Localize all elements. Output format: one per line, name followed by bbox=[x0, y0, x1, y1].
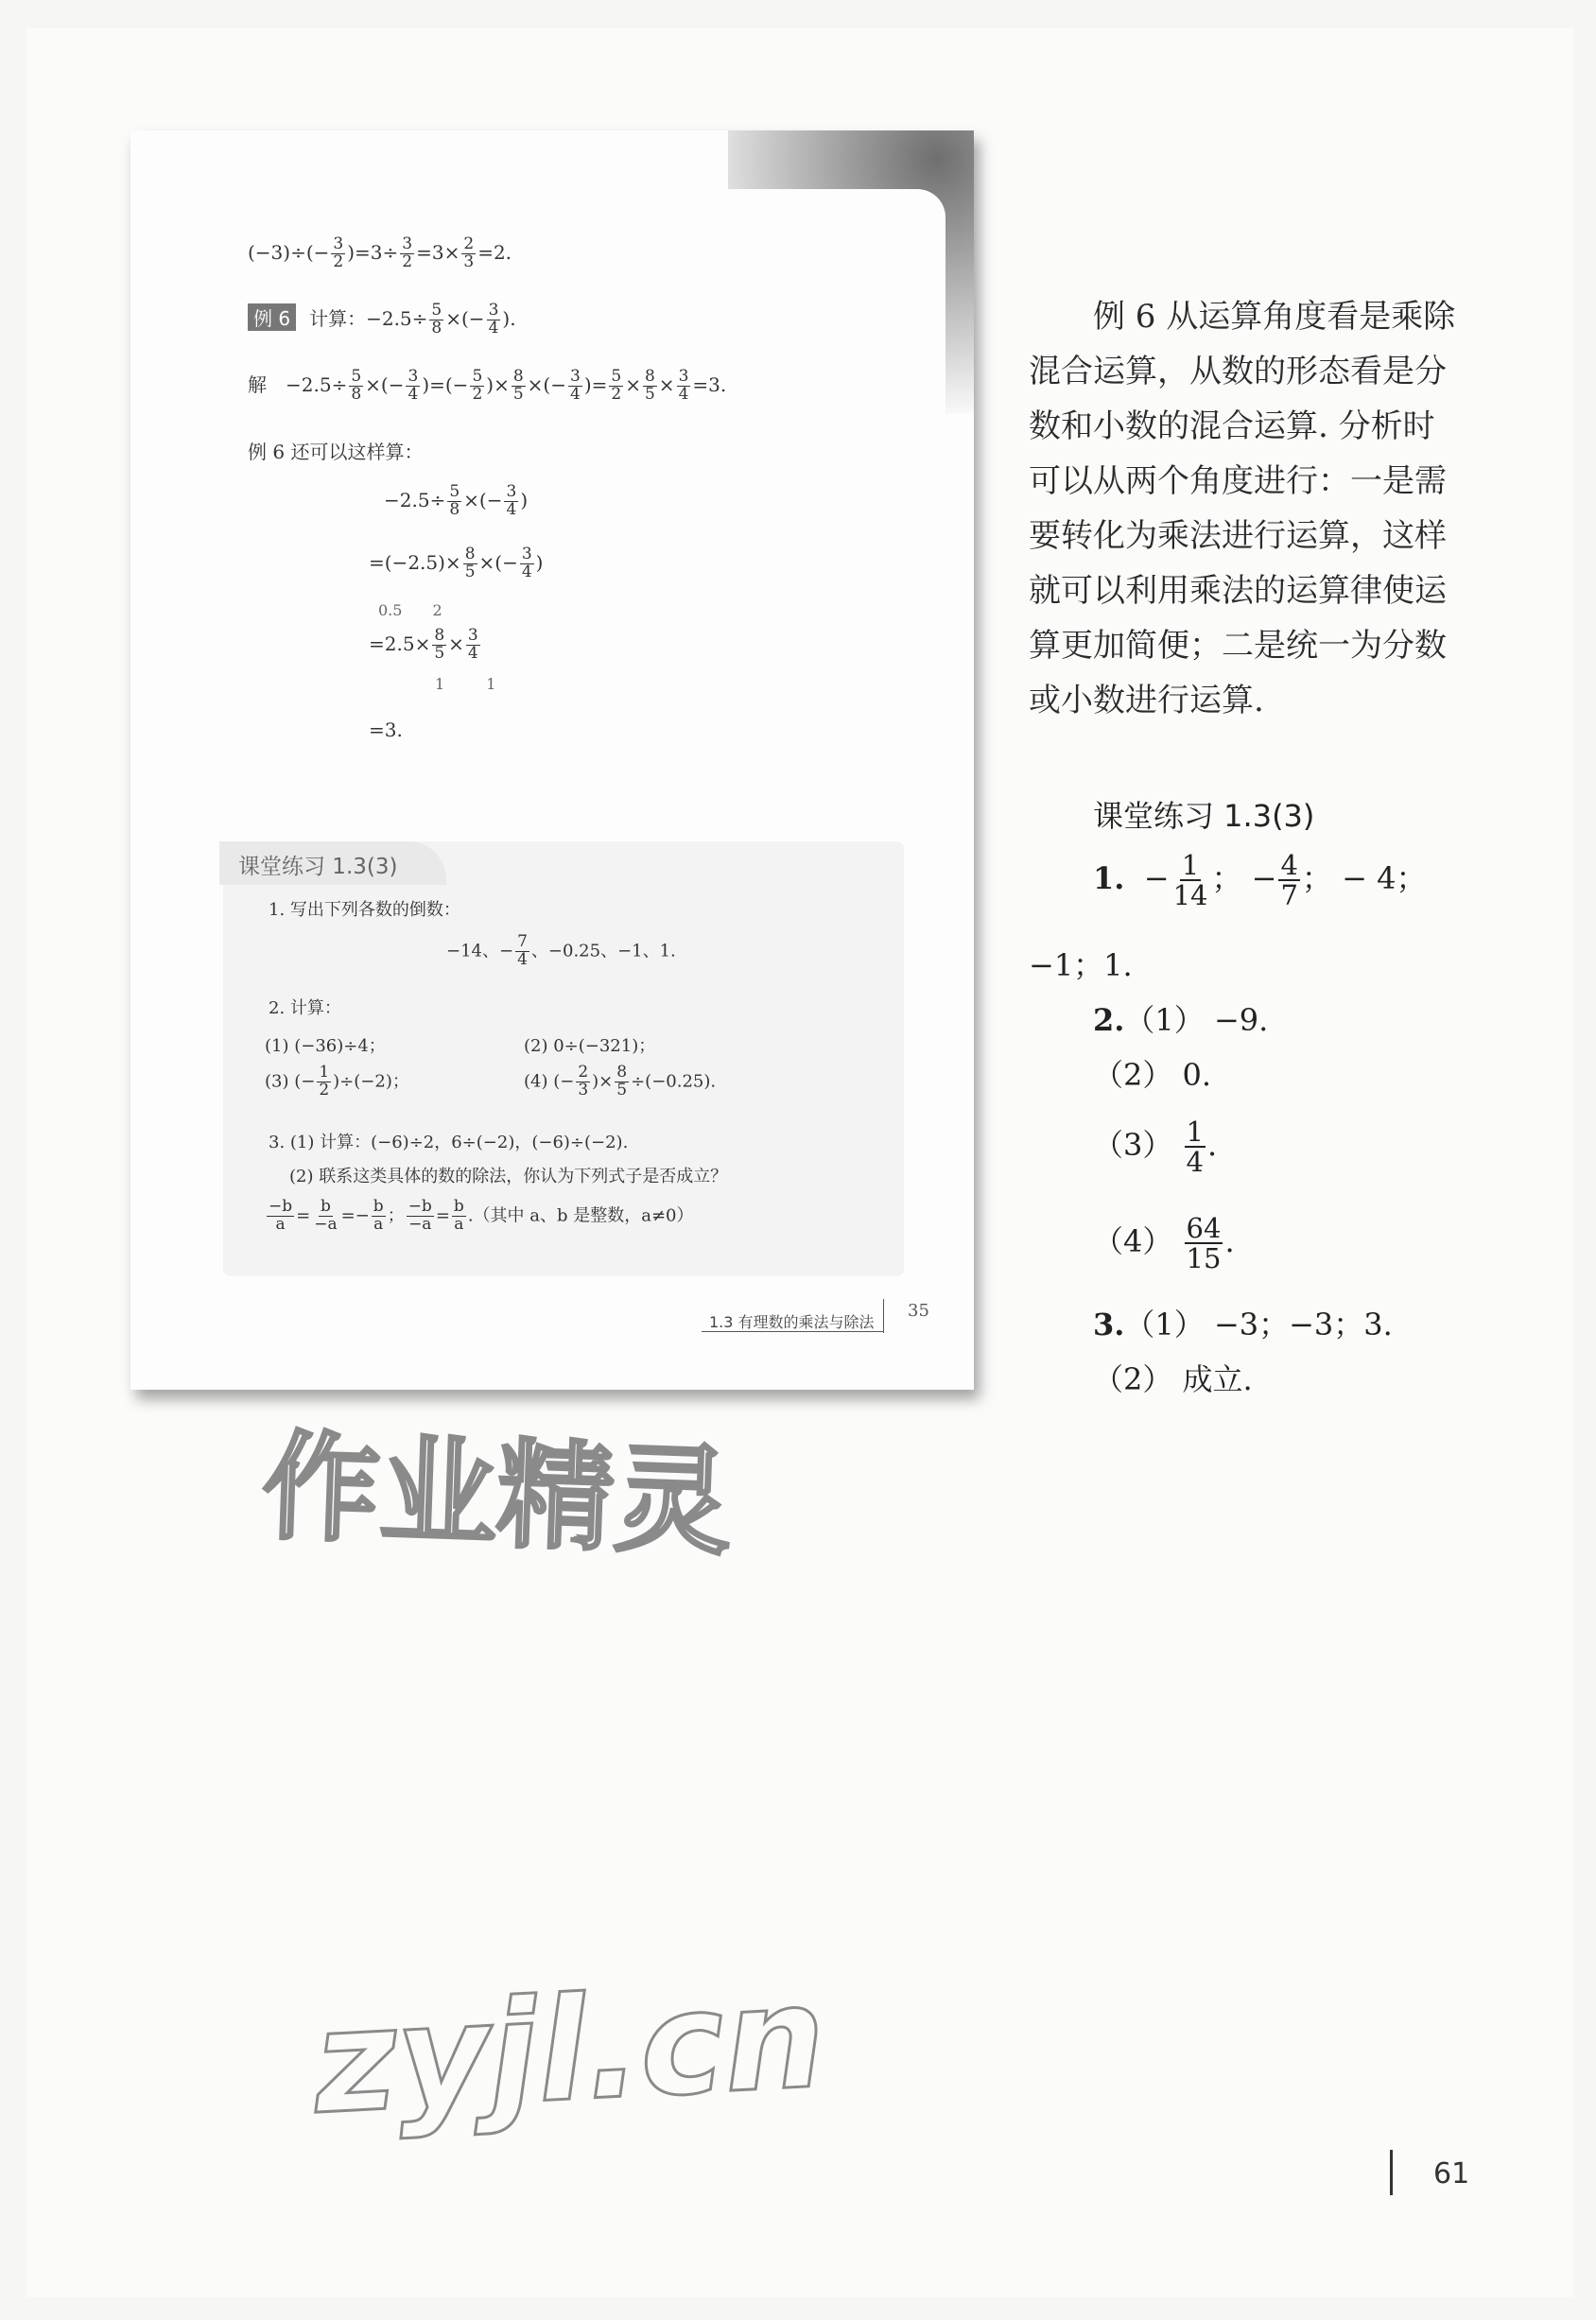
practice-header bbox=[219, 841, 446, 885]
practice-q2-2: (2) 0÷(−321)； bbox=[524, 1036, 656, 1056]
page-number-bar bbox=[1390, 2150, 1393, 2195]
practice-q3-2: (2) 联系这类具体的数的除法，你认为下列式子是否成立？ bbox=[289, 1167, 728, 1186]
alt-line-4: =3. bbox=[369, 719, 403, 741]
footer-rule bbox=[702, 1331, 883, 1332]
answer-2-4: （4） $\frac{64}{15}$ . bbox=[1093, 1212, 1235, 1275]
answer-2-1: 2.（1） −9. bbox=[1093, 1002, 1269, 1038]
answer-2-2: （2） 0. bbox=[1093, 1057, 1212, 1093]
practice-q2-3: (3) (− $\frac{1}{2}$ )÷(−2)； bbox=[265, 1063, 409, 1099]
watermark-url: zyjl.cn bbox=[309, 1954, 829, 2147]
practice-q1-values: −14、− $\frac{7}{4}$ 、−0.25、−1、1. bbox=[446, 932, 676, 969]
answer-1: 1. − $\frac{1}{14}$ ； − $\frac{4}{7}$ ； − 4； bbox=[1093, 849, 1427, 912]
practice-q1: 1. 写出下列各数的倒数： bbox=[269, 900, 460, 920]
practice-box bbox=[223, 841, 904, 1276]
alt-line-3: =2.5× $\frac{8}{5}$ × $\frac{3}{4}$ bbox=[369, 626, 478, 663]
example-tag: 例 6 bbox=[248, 303, 296, 331]
alt-intro: 例 6 还可以这样算： bbox=[248, 441, 424, 463]
answers-title: 课堂练习 1.3(3) bbox=[1093, 798, 1315, 834]
equation-line-1: (−3)÷(− $\frac{3}{2}$ )=3÷ $\frac{3}{2}$ =3× $\frac{2}{3}$ =2. bbox=[248, 234, 512, 271]
practice-q3-3: $\frac{-b}{a}$ = $\frac{b}{-a}$ =− $\frac{b}{a}$ ； $\frac{-b}{-a}$ = $\frac{b}{a}$ .（其中 a、b 是整数，a≠0） bbox=[269, 1197, 694, 1234]
footer-divider bbox=[883, 1299, 884, 1333]
alt-line-2: =(−2.5)× $\frac{8}{5}$ ×(− $\frac{3}{4}$ ) bbox=[369, 545, 544, 581]
example-6-solution: 解 −2.5÷ $\frac{5}{8}$ ×(− $\frac{3}{4}$ )=(− $\frac{5}{2}$ )× $\frac{8}{5}$ ×(− $\frac{3}{4}$ )= $\frac{5}{2}$ × $\frac{8}{5}$ × $\frac{3}{4}$ =3. bbox=[248, 367, 727, 404]
answer-1-cont: −1；1. bbox=[1029, 947, 1133, 983]
page-number: 61 bbox=[1433, 2157, 1470, 2190]
footer-page-number: 35 bbox=[908, 1301, 929, 1321]
answer-2-3: （3） $\frac{1}{4}$ . bbox=[1093, 1116, 1218, 1179]
watermark-text: 作业精灵 bbox=[260, 1419, 734, 1572]
footer-section-title: 1.3 有理数的乘法与除法 bbox=[709, 1313, 875, 1331]
textbook-content bbox=[130, 189, 945, 1380]
commentary-paragraph: 例 6 从运算角度看是乘除混合运算，从数的形态看是分数和小数的混合运算. 分析时可以从两个角度进行：一是需要转化为乘法进行运算，这样就可以利用乘法的运算律使运算更加简便；二是统一为分数或小数进行运算. bbox=[1029, 298, 1456, 719]
cancel-note-top: 0.5 2 bbox=[378, 601, 442, 619]
textbook-page-scan bbox=[130, 130, 974, 1390]
practice-q2: 2. 计算： bbox=[269, 998, 341, 1018]
answer-3-2: （2） 成立. bbox=[1093, 1361, 1253, 1397]
practice-q2-4: (4) (− $\frac{2}{3}$ )× $\frac{8}{5}$ ÷(−0.25). bbox=[524, 1063, 717, 1099]
practice-q2-1: (1) (−36)÷4； bbox=[265, 1036, 386, 1056]
alt-line-1: −2.5÷ $\frac{5}{8}$ ×(− $\frac{3}{4}$ ) bbox=[384, 482, 529, 519]
answer-3-1: 3.（1） −3；−3；3. bbox=[1093, 1307, 1393, 1342]
practice-title: 课堂练习 1.3(3) bbox=[238, 855, 398, 879]
cancel-note-bottom: 1 1 bbox=[435, 675, 496, 693]
practice-q3-1: 3. (1) 计算：(−6)÷2，6÷(−2)，(−6)÷(−2). bbox=[269, 1133, 629, 1152]
example-6-task: 例 6 计算：−2.5÷ $\frac{5}{8}$ ×(− $\frac{3}{4}$ ). bbox=[248, 303, 516, 338]
